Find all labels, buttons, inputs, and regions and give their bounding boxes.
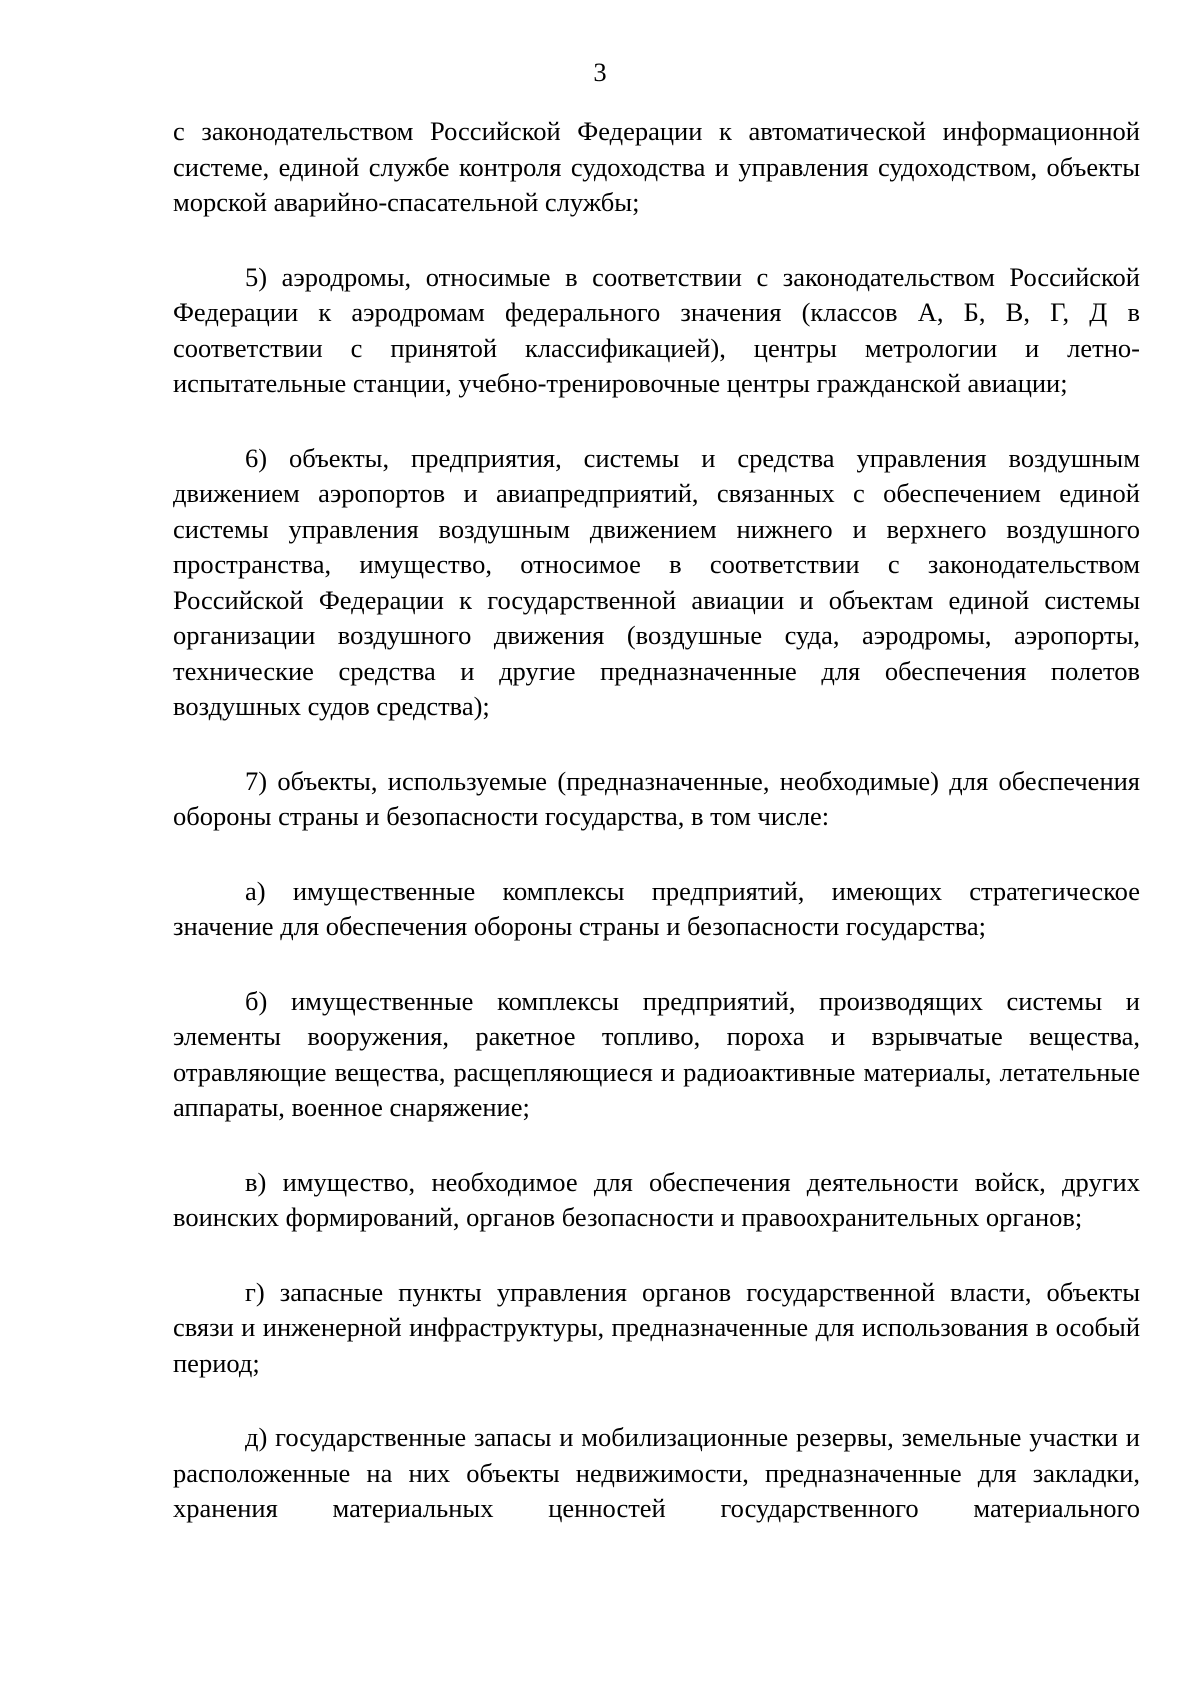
paragraph-item-6: 6) объекты, предприятия, системы и средства управления воздушным движением аэропортов и авиапредприятий, связанных с обеспечением единой системы управления воздушным движением нижнего и верхнего воздушного пространства, имущество, относимое в соответствии с законодательством Российской Федерации к государственной авиации и объектам единой системы организации воздушного движения (воздушные суда, аэродромы, аэропорты, технические средства и другие предназначенные для обеспечения полетов воздушных судов средства); bbox=[173, 442, 1140, 721]
document-body bbox=[173, 114, 1140, 1527]
paragraph-subitem-d: д) государственные запасы и мобилизационные резервы, земельные участки и расположенные на них объекты недвижимости, предназначенные для закладки, хранения материальных ценностей государственного материального bbox=[173, 1422, 1140, 1523]
paragraph-subitem-a: а) имущественные комплексы предприятий, имеющих стратегическое значение для обеспечения обороны страны и безопасности государства; bbox=[173, 875, 1140, 941]
page-number: 3 bbox=[593, 57, 607, 87]
paragraph-item-7: 7) объекты, используемые (предназначенные, необходимые) для обеспечения обороны страны и безопасности государства, в том числе: bbox=[173, 765, 1140, 831]
paragraph-subitem-v: в) имущество, необходимое для обеспечения деятельности войск, других воинских формирований, органов безопасности и правоохранительных органов; bbox=[173, 1166, 1140, 1232]
paragraph-item-5: 5) аэродромы, относимые в соответствии с законодательством Российской Федерации к аэродромам федерального значения (классов А, Б, В, Г, Д в соответствии с принятой классификацией), центры метрологии и летно-испытательные станции, учебно-тренировочные центры гражданской авиации; bbox=[173, 261, 1140, 398]
paragraph-continuation: с законодательством Российской Федерации к автоматической информационной системе, единой службе контроля судоходства и управления судоходством, объекты морской аварийно-спасательной службы; bbox=[173, 116, 1140, 217]
paragraph-subitem-g: г) запасные пункты управления органов государственной власти, объекты связи и инженерной инфраструктуры, предназначенные для использования в особый период; bbox=[173, 1276, 1140, 1378]
paragraph-subitem-b: б) имущественные комплексы предприятий, производящих системы и элементы вооружения, ракетное топливо, пороха и взрывчатые вещества, отравляющие вещества, расщепляющиеся и радиоактивные материалы, летательные аппараты, военное снаряжение; bbox=[173, 985, 1140, 1122]
